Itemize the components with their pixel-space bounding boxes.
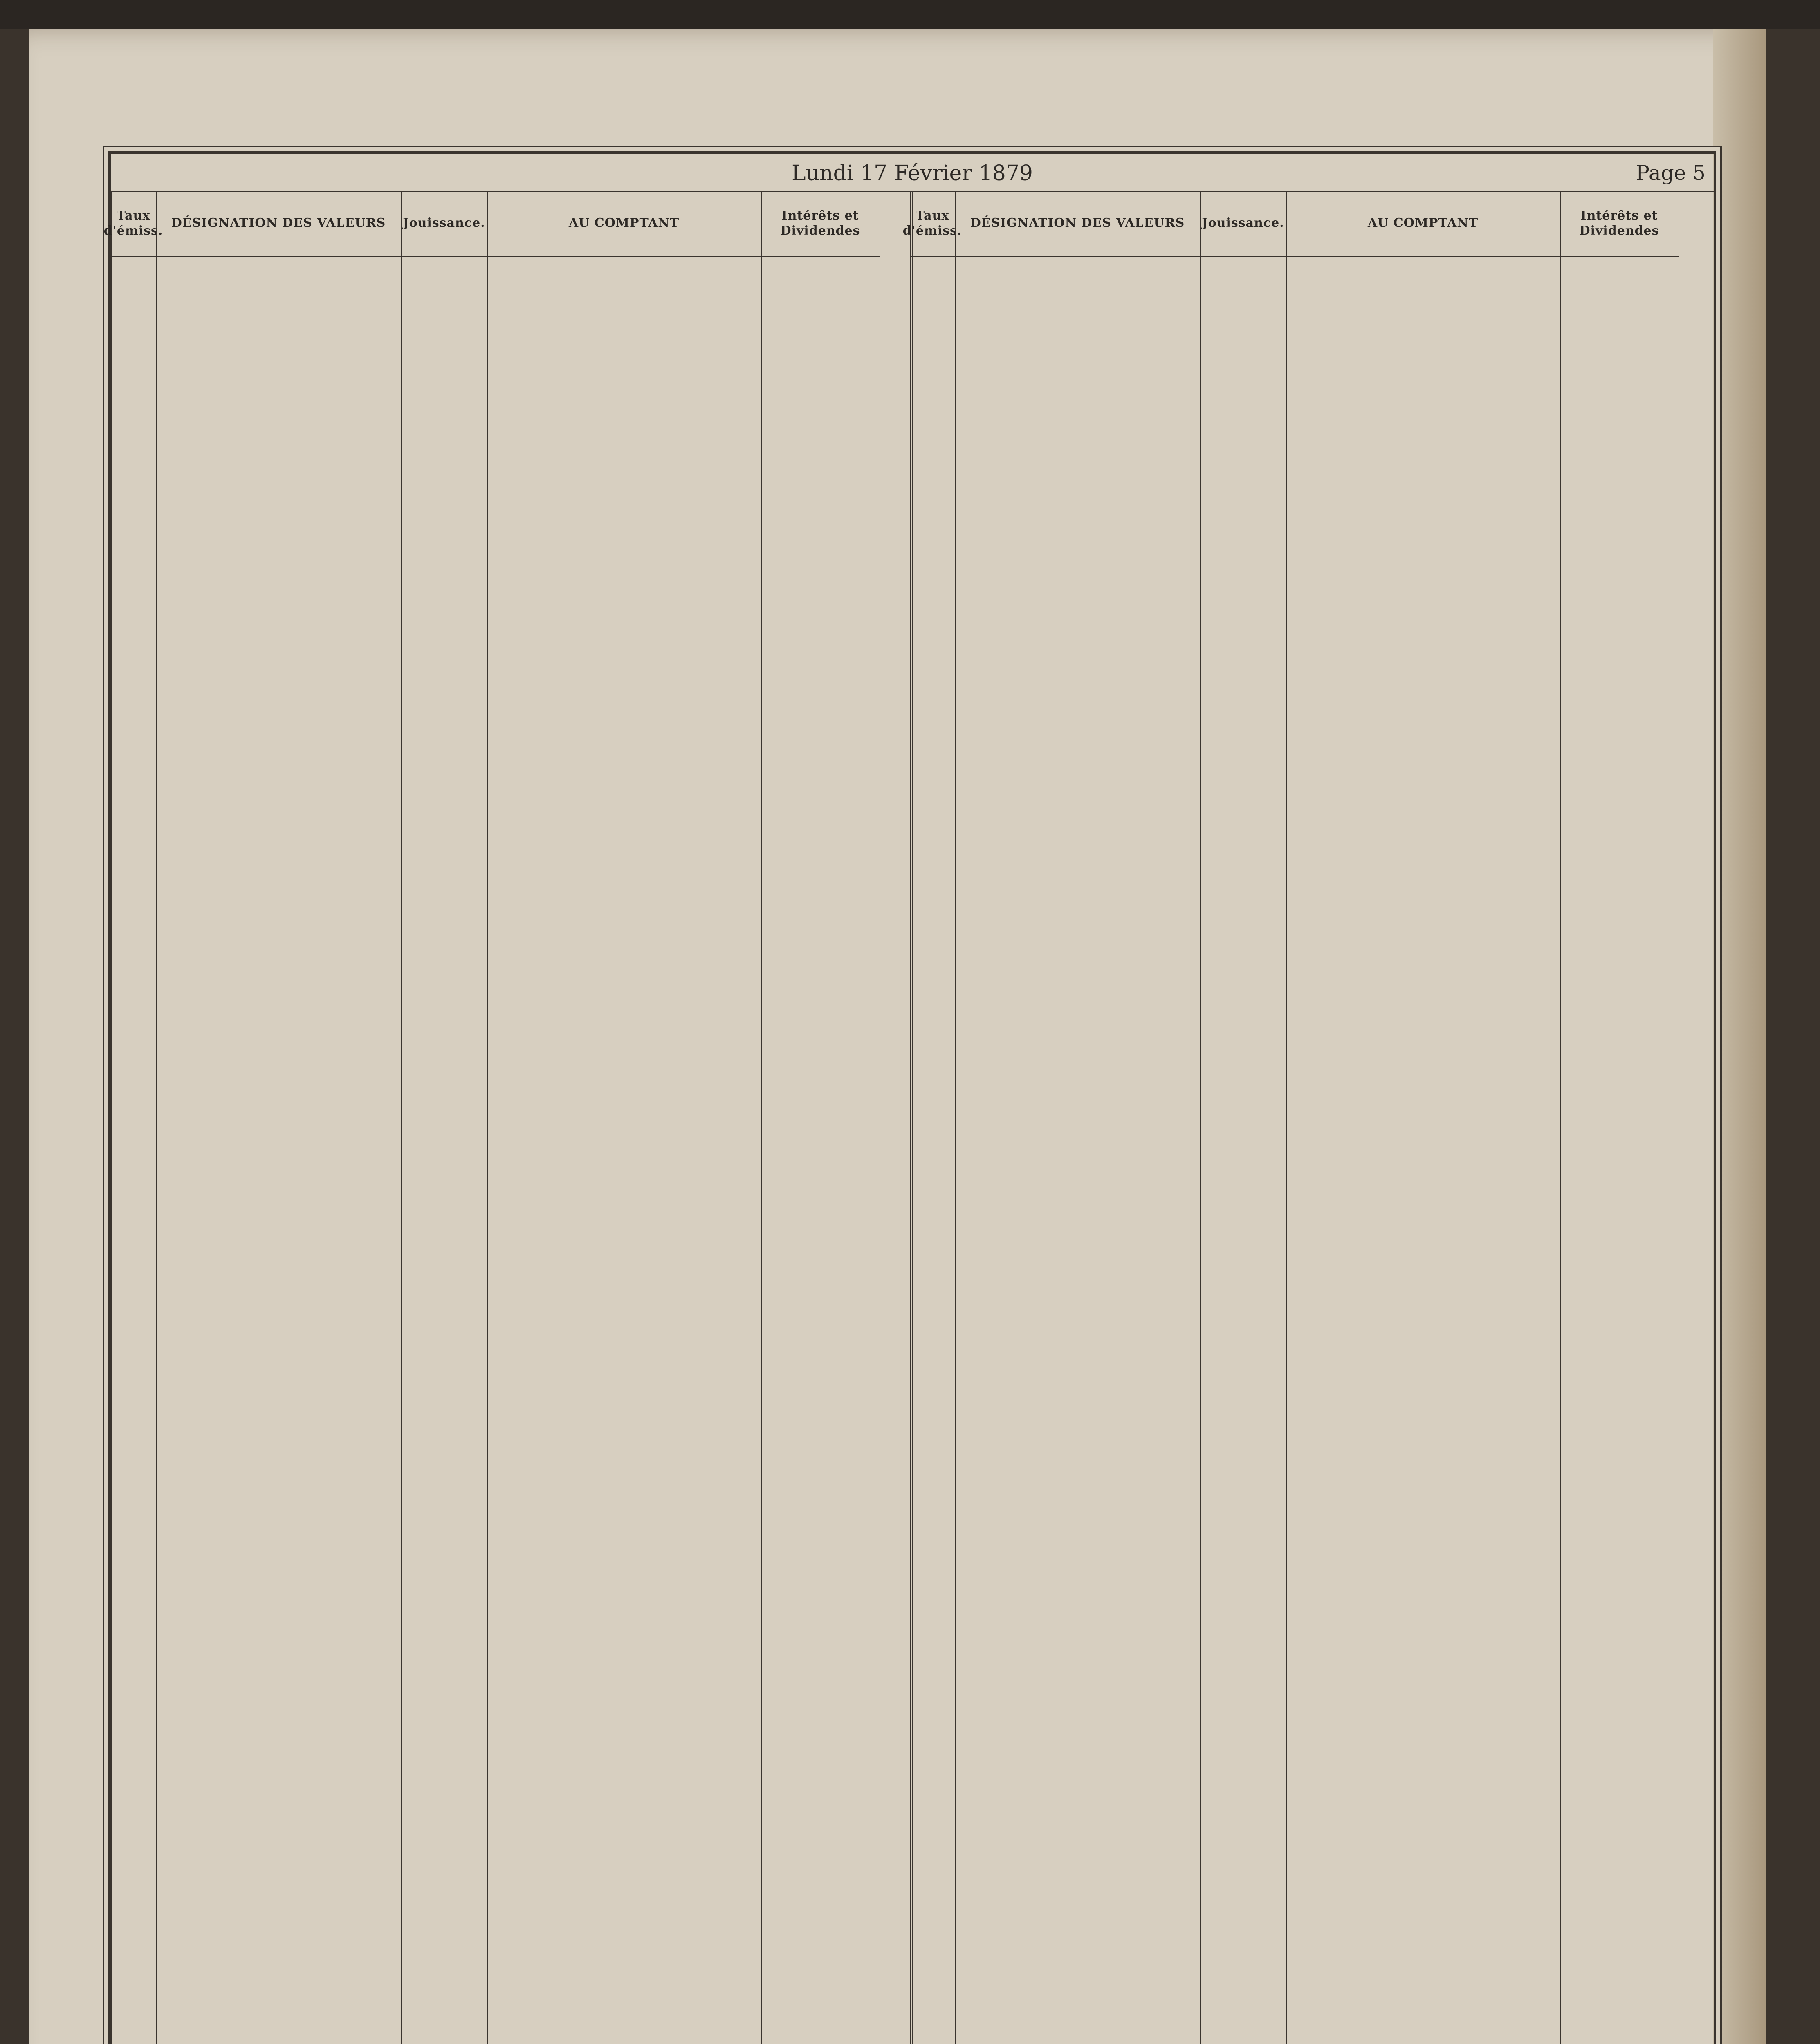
left-table-row bbox=[111, 939, 910, 958]
left-header-taux: Taux d'émiss. bbox=[111, 191, 156, 257]
left-table-row bbox=[111, 318, 910, 337]
right-table-row bbox=[910, 300, 1709, 318]
right-table-row bbox=[910, 469, 1709, 488]
left-table-row bbox=[111, 1428, 910, 1447]
left-table-row bbox=[111, 1052, 910, 1071]
right-table-row bbox=[910, 525, 1709, 544]
right-table-row bbox=[910, 488, 1709, 507]
left-table-row bbox=[111, 807, 910, 826]
right-table-row bbox=[910, 1296, 1709, 1315]
left-table-row bbox=[111, 450, 910, 469]
left-table-row bbox=[111, 638, 910, 657]
right-table-row bbox=[910, 1221, 1709, 1240]
left-table-row bbox=[111, 1278, 910, 1296]
right-table-row bbox=[910, 1089, 1709, 1108]
right-table-row bbox=[910, 958, 1709, 977]
right-table-row bbox=[910, 638, 1709, 657]
left-table-row bbox=[111, 995, 910, 1014]
right-table-row bbox=[910, 619, 1709, 638]
right-table-row bbox=[910, 1071, 1709, 1089]
left-table-row bbox=[111, 732, 910, 751]
left-table-row bbox=[111, 1315, 910, 1334]
left-table-row bbox=[111, 789, 910, 807]
left-table-row bbox=[111, 1466, 910, 1484]
left-table-row bbox=[111, 300, 910, 318]
right-table-row bbox=[910, 507, 1709, 525]
left-table-row bbox=[111, 488, 910, 507]
left-table-row bbox=[111, 1014, 910, 1033]
left-table-row bbox=[111, 1597, 910, 1616]
right-table-row bbox=[910, 657, 1709, 676]
right-table-row bbox=[910, 412, 1709, 431]
right-table-row bbox=[910, 1240, 1709, 1259]
right-table-row bbox=[910, 375, 1709, 394]
right-table-row bbox=[910, 732, 1709, 751]
right-table-row bbox=[910, 1202, 1709, 1221]
left-table-row bbox=[111, 1372, 910, 1390]
right-table-row bbox=[910, 394, 1709, 412]
right-table-row bbox=[910, 1052, 1709, 1071]
right-table-row bbox=[910, 1315, 1709, 1334]
right-table-row bbox=[910, 281, 1709, 300]
left-table-row bbox=[111, 845, 910, 864]
left-table-row bbox=[111, 1202, 910, 1221]
right-table-row bbox=[910, 920, 1709, 939]
left-table-row bbox=[111, 281, 910, 300]
right-table-row bbox=[910, 450, 1709, 469]
right-header-designation: DÉSIGNATION DES VALEURS bbox=[955, 191, 1200, 257]
left-table-row bbox=[111, 958, 910, 977]
right-table-row bbox=[910, 563, 1709, 582]
left-table-row bbox=[111, 1089, 910, 1108]
left-table-row bbox=[111, 507, 910, 525]
price-table bbox=[103, 191, 1714, 2044]
left-table-row bbox=[111, 1240, 910, 1259]
left-table-row bbox=[111, 1108, 910, 1127]
right-header-interets: Intérêts et Dividendes bbox=[1560, 191, 1679, 257]
left-table-row bbox=[111, 601, 910, 619]
left-table-row bbox=[111, 1447, 910, 1466]
left-table-row bbox=[111, 394, 910, 412]
left-table-row bbox=[111, 563, 910, 582]
right-table-row bbox=[910, 939, 1709, 958]
left-table-row bbox=[111, 864, 910, 883]
left-table-row bbox=[111, 1390, 910, 1409]
right-table-row bbox=[910, 1014, 1709, 1033]
left-table-row bbox=[111, 901, 910, 920]
right-table-row bbox=[910, 1146, 1709, 1165]
right-table-row bbox=[910, 1372, 1709, 1390]
right-table-row bbox=[910, 1259, 1709, 1278]
right-table-row bbox=[910, 337, 1709, 356]
left-table-row bbox=[111, 883, 910, 901]
right-table-row bbox=[910, 751, 1709, 770]
right-table-row bbox=[910, 544, 1709, 563]
right-table-row bbox=[910, 901, 1709, 920]
left-table-row bbox=[111, 582, 910, 601]
left-table-row bbox=[111, 1560, 910, 1578]
left-table-row bbox=[111, 1071, 910, 1089]
left-table-row bbox=[111, 1165, 910, 1183]
right-table-row bbox=[910, 431, 1709, 450]
page-header bbox=[111, 154, 1714, 192]
left-table-row bbox=[111, 1484, 910, 1503]
right-table-row bbox=[910, 713, 1709, 732]
right-table-row bbox=[910, 995, 1709, 1014]
left-table-row bbox=[111, 1259, 910, 1278]
right-table-row bbox=[910, 262, 1709, 281]
left-table-row bbox=[111, 1146, 910, 1165]
right-table-row bbox=[910, 582, 1709, 601]
right-table-row bbox=[910, 1353, 1709, 1372]
right-table-row bbox=[910, 1428, 1709, 1447]
left-table-row bbox=[111, 525, 910, 544]
right-table-row bbox=[910, 977, 1709, 995]
left-table-row bbox=[111, 1334, 910, 1353]
left-table-row bbox=[111, 1353, 910, 1372]
right-table-row bbox=[910, 318, 1709, 337]
right-table-row bbox=[910, 601, 1709, 619]
left-table-row bbox=[111, 695, 910, 713]
left-table-row bbox=[111, 619, 910, 638]
left-header-designation: DÉSIGNATION DES VALEURS bbox=[156, 191, 401, 257]
right-table-row bbox=[910, 826, 1709, 845]
left-table-row bbox=[111, 713, 910, 732]
left-table-row bbox=[111, 431, 910, 450]
left-table-row bbox=[111, 412, 910, 431]
left-table-row bbox=[111, 657, 910, 676]
left-table-row bbox=[111, 1183, 910, 1202]
left-table-row bbox=[111, 977, 910, 995]
left-table-row bbox=[111, 676, 910, 695]
left-table-row bbox=[111, 751, 910, 770]
left-table-row bbox=[111, 469, 910, 488]
right-table-row bbox=[910, 676, 1709, 695]
book-scan bbox=[0, 29, 1820, 2044]
right-table-row bbox=[910, 789, 1709, 807]
left-table-row bbox=[111, 770, 910, 789]
left-header-interets: Intérêts et Dividendes bbox=[761, 191, 880, 257]
left-table-row bbox=[111, 1578, 910, 1597]
right-table-row bbox=[910, 770, 1709, 789]
left-table-row bbox=[111, 1541, 910, 1560]
left-header-jouissance: Jouissance. bbox=[401, 191, 487, 257]
right-table-row bbox=[910, 1390, 1709, 1409]
left-table-row bbox=[111, 544, 910, 563]
left-table-row bbox=[111, 1409, 910, 1428]
right-table-row bbox=[910, 845, 1709, 864]
right-table-row bbox=[910, 1278, 1709, 1296]
left-table-row bbox=[111, 337, 910, 356]
right-table-row bbox=[910, 1033, 1709, 1052]
left-header-comptant: AU COMPTANT bbox=[487, 191, 761, 257]
right-table-row bbox=[910, 1183, 1709, 1202]
page-edge bbox=[1713, 29, 1766, 2044]
right-table-row bbox=[910, 1165, 1709, 1183]
right-table-row bbox=[910, 883, 1709, 901]
page-number: Page 5 bbox=[1636, 161, 1706, 185]
left-table-row bbox=[111, 1221, 910, 1240]
page-title: Lundi 17 Février 1879 bbox=[791, 161, 1033, 186]
left-table-row bbox=[111, 826, 910, 845]
right-table-row bbox=[910, 807, 1709, 826]
right-table-row bbox=[910, 1108, 1709, 1127]
left-table-row bbox=[111, 1522, 910, 1541]
left-table-row bbox=[111, 1296, 910, 1315]
left-table-row bbox=[111, 1033, 910, 1052]
right-table-row bbox=[910, 1334, 1709, 1353]
left-table-row bbox=[111, 1503, 910, 1522]
right-header-taux: Taux d'émiss. bbox=[910, 191, 955, 257]
right-table-row bbox=[910, 1409, 1709, 1428]
left-table-row bbox=[111, 262, 910, 281]
right-table-row bbox=[910, 695, 1709, 713]
left-table-row bbox=[111, 920, 910, 939]
left-table-row bbox=[111, 1127, 910, 1146]
right-table-row bbox=[910, 356, 1709, 375]
price-sheet bbox=[103, 151, 1716, 2044]
right-table-row bbox=[910, 1447, 1709, 1466]
left-table-row bbox=[111, 356, 910, 375]
right-table-row bbox=[910, 1127, 1709, 1146]
right-table-row bbox=[910, 864, 1709, 883]
left-table-row bbox=[111, 375, 910, 394]
page bbox=[29, 29, 1766, 2044]
right-header-comptant: AU COMPTANT bbox=[1286, 191, 1560, 257]
right-header-jouissance: Jouissance. bbox=[1200, 191, 1286, 257]
